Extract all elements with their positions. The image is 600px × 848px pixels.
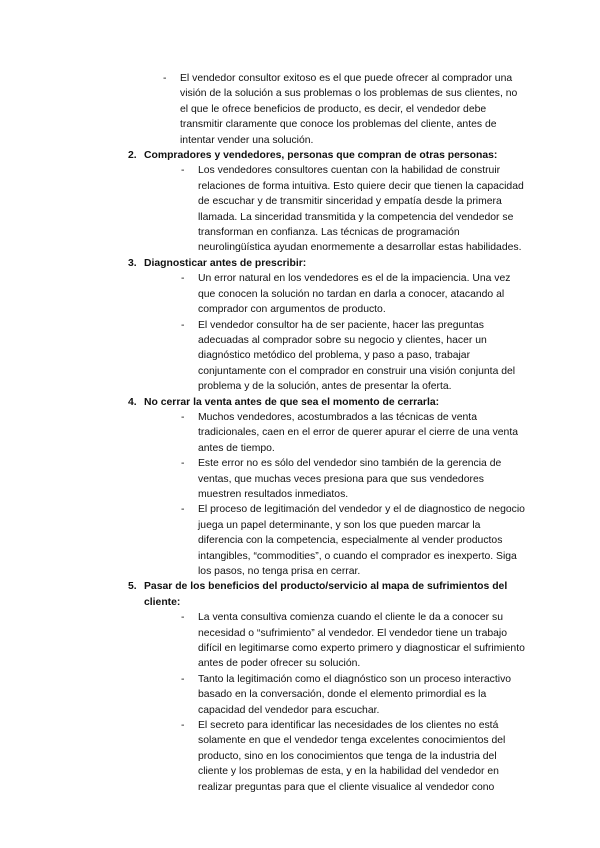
bullet-text: Tanto la legitimación como el diagnóstico son un proceso interactivo basado en la conversación, donde el elemento primordial es la capacidad del vendedor para escuchar. bbox=[198, 673, 512, 716]
bullet-text: Muchos vendedores, acostumbrados a las técnicas de venta tradicionales, caen en el error de querer apurar el cierre de una venta antes de tiempo. bbox=[198, 411, 518, 454]
dash-bullet: - bbox=[181, 720, 185, 732]
intro-bullet-list bbox=[126, 71, 526, 148]
dash-bullet: - bbox=[181, 673, 185, 685]
bullet-list bbox=[144, 610, 526, 795]
section-number: 5. bbox=[128, 581, 137, 593]
list-item bbox=[144, 672, 526, 718]
list-item bbox=[144, 502, 526, 579]
document-body bbox=[126, 71, 526, 795]
dash-bullet: - bbox=[181, 411, 185, 423]
bullet-text: Un error natural en los vendedores es el de la impaciencia. Una vez que conocen la solución no tardan en darla a conocer, atacando al comprador con argumentos de producto. bbox=[198, 273, 511, 316]
dash-bullet: - bbox=[181, 165, 185, 177]
list-item bbox=[144, 271, 526, 317]
dash-bullet: - bbox=[181, 504, 185, 516]
section-5 bbox=[126, 579, 526, 795]
dash-bullet: - bbox=[181, 319, 185, 331]
dash-bullet: - bbox=[181, 273, 185, 285]
bullet-text: Este error no es sólo del vendedor sino también de la gerencia de ventas, que muchas veces presiona para que sus vendedores muestren resultados inmediatos. bbox=[198, 458, 502, 500]
section-title: Diagnosticar antes de prescribir: bbox=[144, 257, 307, 269]
bullet-text: El vendedor consultor ha de ser paciente, hacer las preguntas adecuadas al comprador sobre su negocio y clientes, hacer un diagnóstico metódico del problema, y paso a paso, trabajar conjuntamente con el comprador en construir una visión conjunta del problema y de la solución, antes de presentar la oferta. bbox=[198, 319, 516, 393]
section-2 bbox=[126, 148, 526, 256]
list-item bbox=[144, 410, 526, 456]
dash-bullet: - bbox=[181, 458, 185, 470]
bullet-text: Los vendedores consultores cuentan con la habilidad de construir relaciones de forma intuitiva. Esto quiere decir que tienen la capacidad de escuchar y de transmitir sinceridad y empatía desde la primera llamada. La sinceridad transmitida y la competencia del vendedor se transforman en confianza. Las técnicas de programación neurolingüística ayudan enormemente a desarrollar estas habilidades. bbox=[198, 165, 524, 254]
section-number: 3. bbox=[128, 257, 137, 269]
bullet-list bbox=[144, 271, 526, 394]
bullet-text: El secreto para identificar las necesidades de los clientes no está solamente en que el vendedor tenga excelentes conocimientos del producto, sino en los conocimientos que tenga de la industria del cliente y los problemas de esta, y en la habilidad del vendedor en realizar preguntas para que el cliente visualice al vendedor cono bbox=[198, 720, 506, 793]
section-number: 2. bbox=[128, 150, 137, 162]
list-item bbox=[144, 318, 526, 395]
section-4 bbox=[126, 395, 526, 580]
dash-bullet: - bbox=[163, 73, 167, 84]
dash-bullet: - bbox=[181, 612, 185, 624]
bullet-text: El vendedor consultor exitoso es el que puede ofrecer al comprador una visión de la solución a sus problemas o los problemas de sus clientes, no el que le ofrece beneficios de producto, es decir, el vendedor debe transmitir claramente que conoce los problemas del cliente, antes de intentar vender una solución. bbox=[180, 73, 518, 146]
list-item bbox=[144, 456, 526, 502]
section-3 bbox=[126, 256, 526, 395]
section-title: No cerrar la venta antes de que sea el momento de cerrarla: bbox=[144, 396, 440, 408]
bullet-list bbox=[144, 163, 526, 255]
section-title: Compradores y vendedores, personas que compran de otras personas: bbox=[144, 150, 498, 162]
bullet-list bbox=[144, 410, 526, 579]
bullet-text: La venta consultiva comienza cuando el cliente le da a conocer su necesidad o “sufrimiento” al vendedor. El vendedor tiene un trabajo difícil en legitimarse como experto primero y diagnosticar el sufrimiento antes de poder ofrecer su solución. bbox=[198, 612, 525, 670]
section-number: 4. bbox=[128, 396, 137, 408]
list-item bbox=[144, 163, 526, 255]
section-title: Pasar de los beneficios del producto/servicio al mapa de sufrimientos del cliente: bbox=[144, 581, 508, 608]
list-item bbox=[126, 71, 526, 148]
list-item bbox=[144, 718, 526, 795]
list-item bbox=[144, 610, 526, 672]
bullet-text: El proceso de legitimación del vendedor y el de diagnostico de negocio juega un papel determinante, y son los que pueden marcar la diferencia con la competencia, especialmente al vender productos intangibles, “commodities”, o cuando el comprador es inexperto. Siga los pasos, no tenga prisa en cerrar. bbox=[198, 504, 525, 577]
